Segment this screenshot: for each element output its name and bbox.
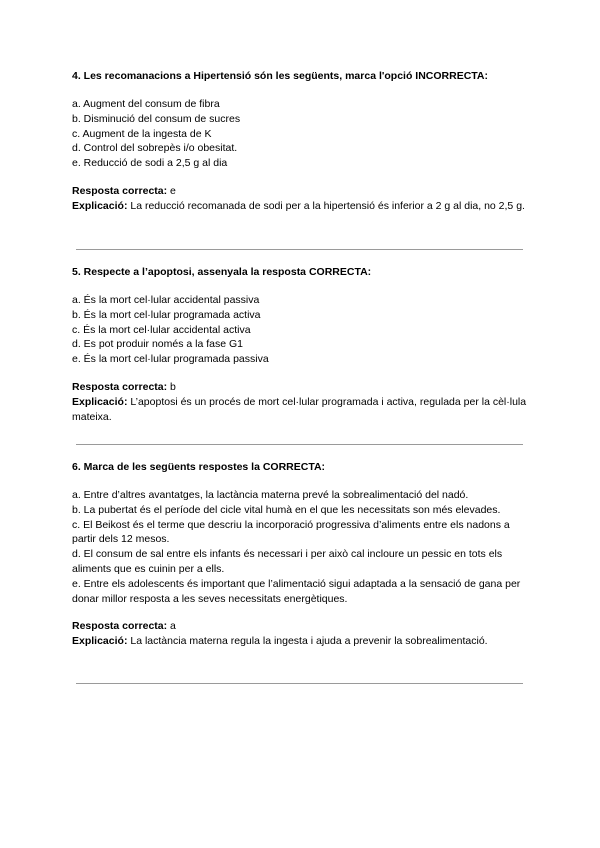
correct-answer (72, 380, 527, 395)
correct-answer (72, 184, 527, 199)
options-list (72, 293, 527, 367)
divider (76, 249, 523, 250)
question-6 (72, 460, 527, 649)
question-title: 6. Marca de les següents respostes la CORRECTA: (72, 461, 326, 473)
explanation-text: La reducció recomanada de sodi per a la hipertensió és inferior a 2 g al dia, no 2,5 g. (127, 199, 525, 212)
option-e: e. Reducció de sodi a 2,5 g al dia (72, 157, 228, 170)
divider (76, 683, 523, 684)
option-d: d. Control del sobrepès i/o obesitat. (72, 142, 238, 155)
option-e: e. Entre els adolescents és important que l’alimentació sigui adaptada a la sensació de gana per donar millor resposta a les seves necessitats energètiques. (72, 577, 521, 605)
option-a: a. Entre d’altres avantatges, la lactància materna prevé la sobrealimentació del nadó. (72, 489, 469, 501)
option-e: e. És la mort cel·lular programada passiva (72, 353, 269, 366)
question-4 (72, 69, 527, 214)
explanation-text: La lactància materna regula la ingesta i ajuda a prevenir la sobrealimentació. (127, 635, 488, 648)
correct-answer-label: Resposta correcta: (72, 184, 168, 197)
correct-answer-label: Resposta correcta: (72, 380, 168, 393)
option-c: c. Augment de la ingesta de K (72, 127, 212, 140)
explanation (72, 395, 527, 425)
answer-block (72, 184, 527, 214)
options-list (72, 488, 527, 606)
question-title: 4. Les recomanacions a Hipertensió són les següents, marca l'opció INCORRECTA: (72, 70, 489, 82)
option-a: a. És la mort cel·lular accidental passiva (72, 294, 260, 306)
option-c: c. És la mort cel·lular accidental activa (72, 323, 251, 336)
explanation-text: L’apoptosi és un procés de mort cel·lular programada i activa, regulada per la cèl·lula mateixa. (72, 395, 527, 423)
correct-answer (72, 619, 527, 634)
option-b: b. És la mort cel·lular programada activa (72, 308, 261, 321)
option-b: b. La pubertat és el període del cicle vital humà en el que les necessitats son més elevades. (72, 503, 501, 516)
answer-block (72, 619, 527, 649)
question-title: 5. Respecte a l’apoptosi, assenyala la resposta CORRECTA: (72, 266, 372, 278)
explanation-label: Explicació: (72, 635, 128, 648)
correct-answer-value: b (167, 380, 176, 393)
answer-block (72, 380, 527, 425)
correct-answer-value: a (167, 620, 176, 633)
divider (76, 444, 523, 445)
options-list (72, 97, 527, 171)
correct-answer-label: Resposta correcta: (72, 620, 168, 633)
explanation-label: Explicació: (72, 395, 128, 408)
explanation-label: Explicació: (72, 199, 128, 212)
question-5 (72, 265, 527, 425)
option-a: a. Augment del consum de fibra (72, 98, 220, 110)
option-b: b. Disminució del consum de sucres (72, 112, 241, 125)
option-d: d. El consum de sal entre els infants és necessari i per això cal incloure un pessic en tots els aliments que es cuinin per a ells. (72, 548, 503, 575)
option-c: c. El Beikost és el terme que descriu la incorporació progressiva d’aliments entre els nadons a partir dels 12 mesos. (72, 518, 510, 546)
correct-answer-value: e (167, 184, 176, 197)
option-d: d. Es pot produir només a la fase G1 (72, 338, 244, 351)
explanation (72, 634, 527, 649)
explanation (72, 199, 527, 214)
